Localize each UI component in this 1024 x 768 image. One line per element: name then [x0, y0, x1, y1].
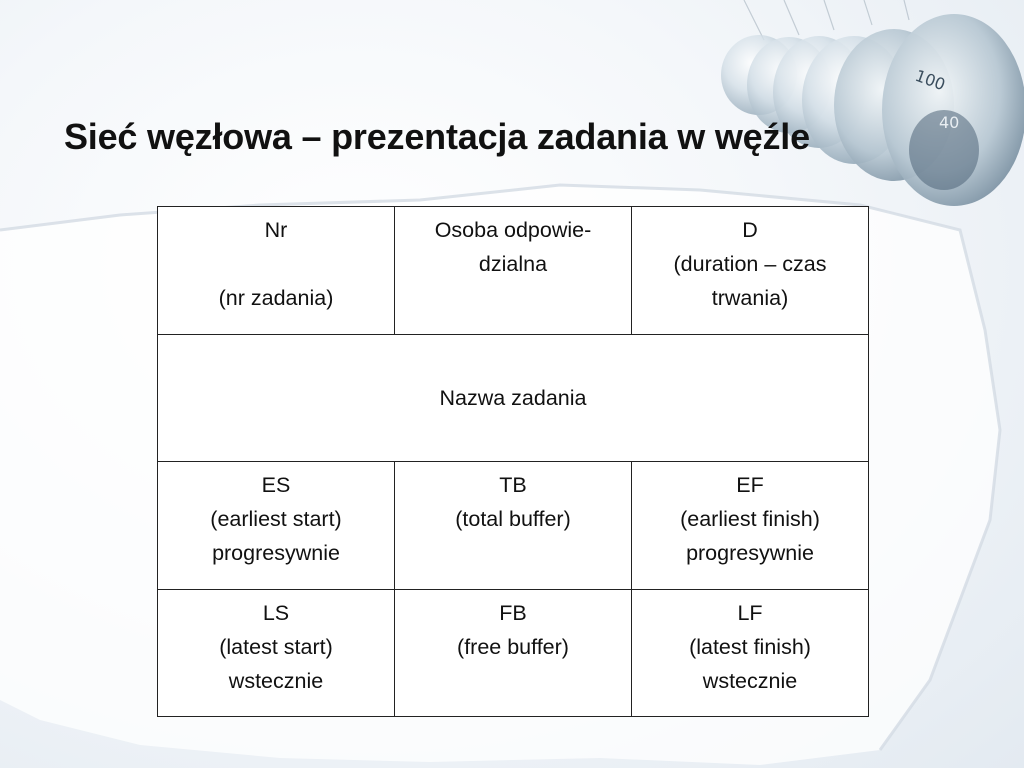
cell-nazwa-zadania: Nazwa zadania	[158, 334, 869, 462]
cell-text: ES	[261, 473, 291, 497]
table-row	[158, 207, 869, 335]
cell-text: LS	[262, 600, 290, 625]
node-table	[157, 206, 869, 717]
cell-ef	[632, 462, 869, 590]
cell-text: (earliest finish)	[680, 507, 820, 531]
cell-tb	[395, 462, 632, 590]
lens-label-1: 100	[912, 65, 948, 95]
cell-text: (earliest start)	[210, 507, 342, 531]
cell-text: (nr zadania)	[218, 286, 334, 310]
cell-text: (latest finish)	[689, 634, 811, 659]
cell-text: Osoba odpowie-	[434, 218, 592, 242]
cell-text: wstecznie	[228, 668, 324, 693]
table-row	[158, 589, 869, 717]
cell-text: wstecznie	[702, 668, 798, 693]
table-row	[158, 334, 869, 462]
cell-text: (free buffer)	[457, 634, 569, 659]
cell-text: D	[742, 218, 758, 242]
cell-osoba	[395, 207, 632, 335]
table-row	[158, 462, 869, 590]
cell-text: LF	[737, 600, 763, 625]
cell-text: (duration – czas	[673, 252, 827, 276]
cell-d	[632, 207, 869, 335]
cell-text: FB	[499, 600, 527, 625]
cell-ls	[158, 589, 395, 717]
cell-text: (total buffer)	[455, 507, 571, 531]
cell-text: EF	[736, 473, 764, 497]
cell-text: TB	[499, 473, 527, 497]
cell-fb	[395, 589, 632, 717]
cell-text: dzialna	[478, 252, 548, 276]
cell-text: trwania)	[711, 286, 789, 310]
slide-title: Sieć węzłowa – prezentacja zadania w węźle	[64, 116, 810, 157]
cell-text: progresywnie	[686, 541, 814, 565]
lens-label-2: 40	[939, 113, 960, 132]
cell-text: (latest start)	[219, 634, 333, 659]
cell-es	[158, 462, 395, 590]
cell-nr	[158, 207, 395, 335]
lens-decoration	[704, 0, 1024, 210]
cell-text: progresywnie	[212, 541, 340, 565]
cell-lf	[632, 589, 869, 717]
cell-spacer	[162, 247, 390, 281]
cell-text: Nr	[264, 218, 288, 242]
